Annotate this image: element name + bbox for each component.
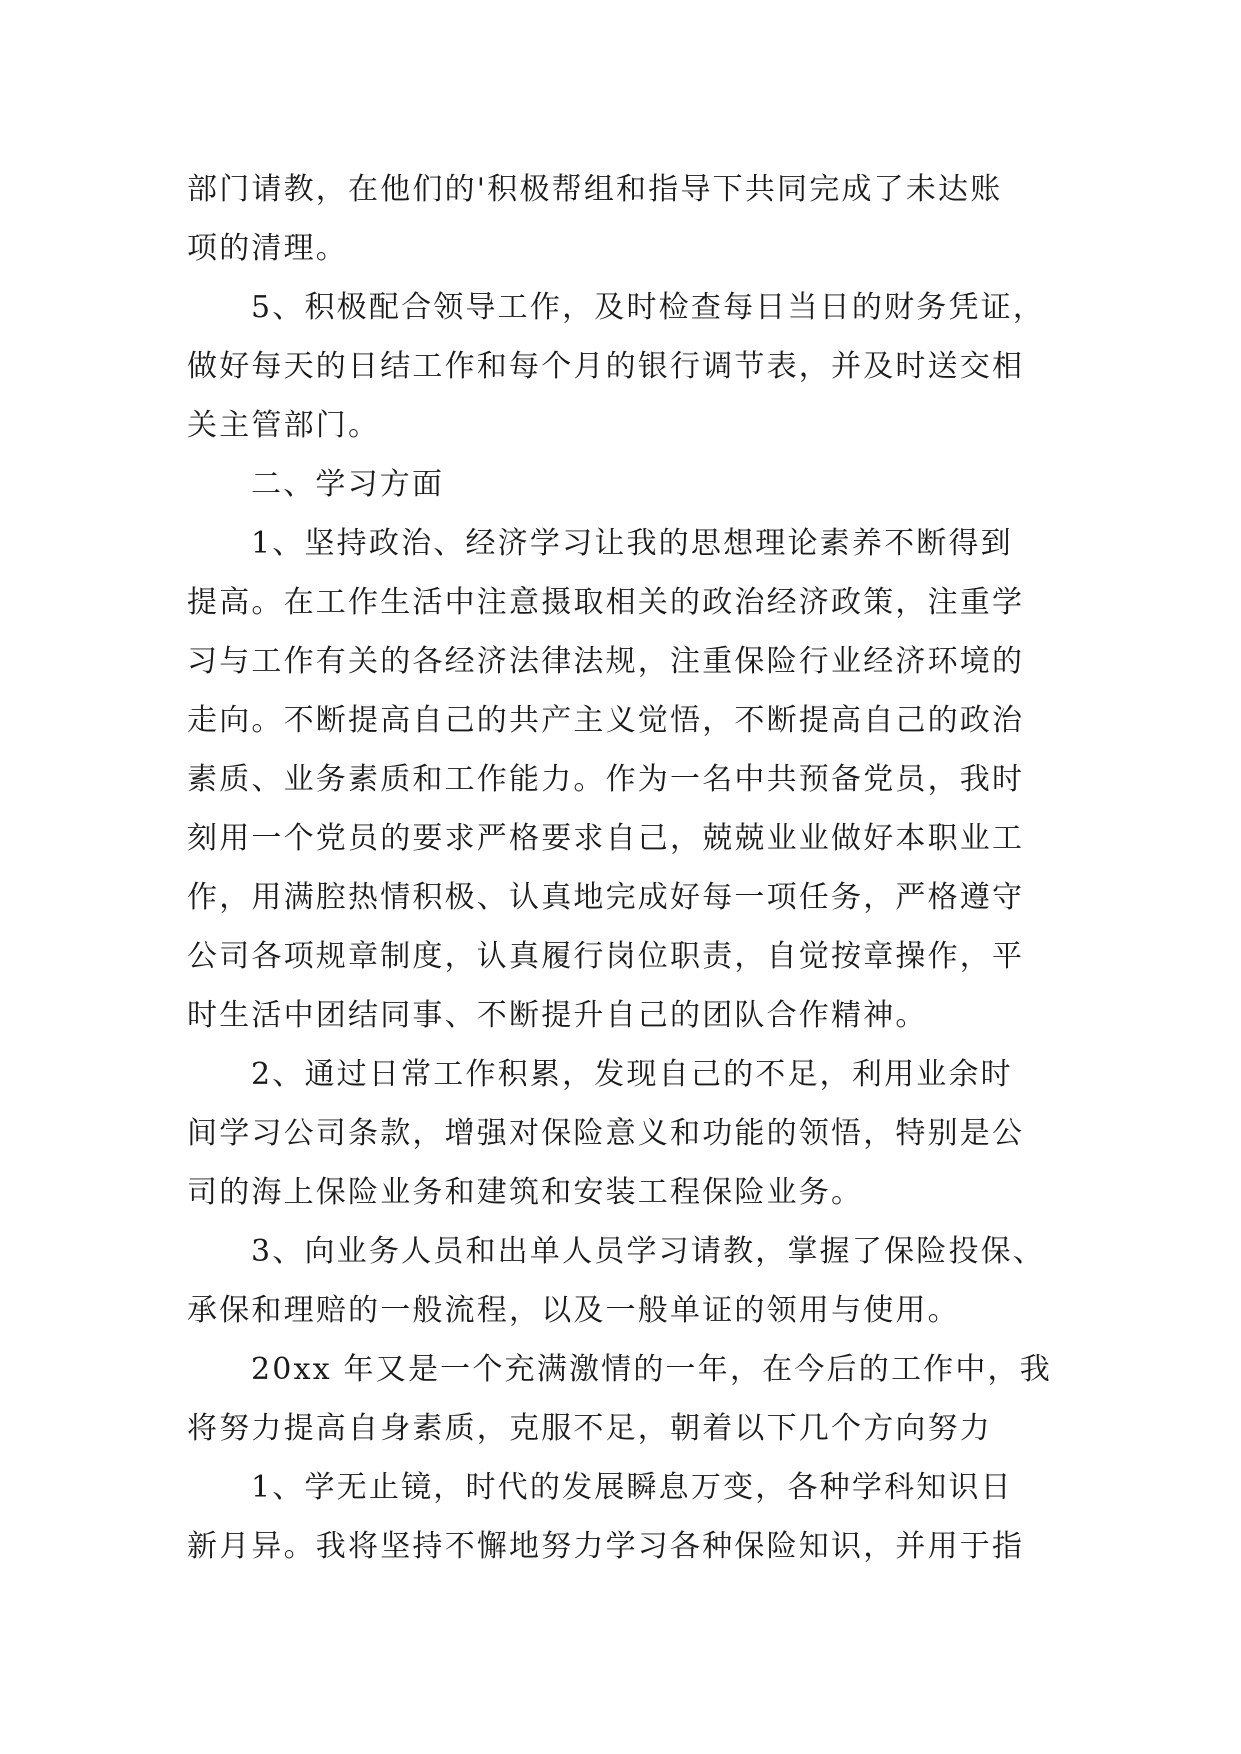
text-line: 5、积极配合领导工作，及时检查每日当日的财务凭证，: [251, 290, 1046, 325]
text-line: 时生活中团结同事、不断提升自己的团队合作精神。: [187, 998, 928, 1033]
text-line: 做好每天的日结工作和每个月的银行调节表，并及时送交相: [187, 349, 1025, 384]
text-line: 二、学习方面: [251, 467, 445, 502]
text-line: 承保和理赔的一般流程，以及一般单证的领用与使用。: [187, 1293, 960, 1328]
text-line: 习与工作有关的各经济法律法规，注重保险行业经济环境的: [187, 644, 1025, 679]
text-line: 走向。不断提高自己的共产主义觉悟，不断提高自己的政治: [187, 703, 1025, 738]
text-line: 关主管部门。: [187, 408, 381, 443]
document-body: [187, 160, 1067, 1576]
text-line: 项的清理。: [187, 231, 348, 266]
text-line: 提高。在工作生活中注意摄取相关的政治经济政策，注重学: [187, 585, 1025, 620]
text-line: 将努力提高自身素质，克服不足，朝着以下几个方向努力: [187, 1411, 992, 1446]
text-line: 间学习公司条款，增强对保险意义和功能的领悟，特别是公: [187, 1116, 1025, 1151]
text-line: 司的海上保险业务和建筑和安装工程保险业务。: [187, 1175, 864, 1210]
text-line: 2、通过日常工作积累，发现自己的不足，利用业余时: [251, 1057, 1013, 1092]
text-line: 3、向业务人员和出单人员学习请教，掌握了保险投保、: [251, 1234, 1046, 1269]
text-line: 素质、业务素质和工作能力。作为一名中共预备党员，我时: [187, 762, 1025, 797]
text-line: 20xx 年又是一个充满激情的一年，在今后的工作中，我: [251, 1352, 1052, 1387]
text-line: 新月异。我将坚持不懈地努力学习各种保险知识，并用于指: [187, 1529, 1025, 1564]
text-line: 公司各项规章制度，认真履行岗位职责，自觉按章操作，平: [187, 939, 1025, 974]
text-line: 刻用一个党员的要求严格要求自己，兢兢业业做好本职业工: [187, 821, 1025, 856]
text-line: 部门请教，在他们的'积极帮组和指导下共同完成了未达账: [187, 172, 1003, 207]
text-line: 1、坚持政治、经济学习让我的思想理论素养不断得到: [251, 526, 1013, 561]
text-line: 1、学无止镜，时代的发展瞬息万变，各种学科知识日: [251, 1470, 1013, 1505]
text-line: 作，用满腔热情积极、认真地完成好每一项任务，严格遵守: [187, 880, 1025, 915]
